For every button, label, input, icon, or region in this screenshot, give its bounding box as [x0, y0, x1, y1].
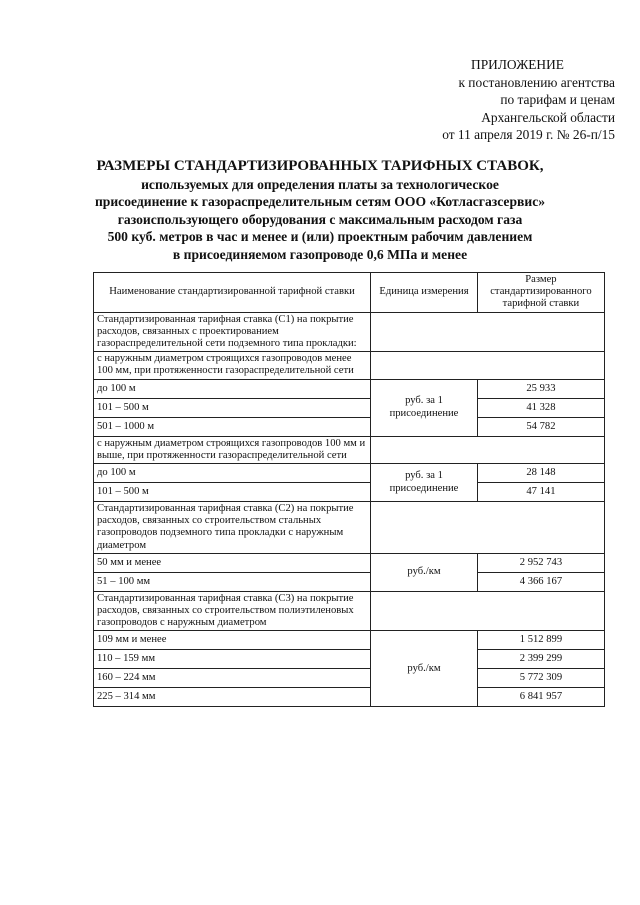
appendix-title: ПРИЛОЖЕНИЕ — [471, 57, 564, 72]
table-row — [94, 436, 605, 463]
row-value: 54 782 — [477, 417, 604, 436]
table-row — [94, 669, 605, 688]
unit-cell: руб. за 1 присоединение — [371, 464, 478, 502]
table-row — [94, 502, 605, 554]
row-value: 2 952 743 — [477, 553, 604, 572]
appendix-block — [380, 56, 615, 144]
header-unit: Единица измерения — [371, 273, 478, 313]
table-row — [94, 379, 605, 398]
row-label: 109 мм и менее — [94, 631, 371, 650]
row-value: 2 399 299 — [477, 650, 604, 669]
c1-group-a-description: с наружным диаметром строящихся газопроводов менее 100 мм, при протяженности газораспределительной сети — [94, 352, 371, 379]
c2-description: Стандартизированная тарифная ставка (С2) на покрытие расходов, связанных со строительством стальных газопроводов подземного типа прокладки с наружным диаметром — [94, 502, 371, 554]
row-value: 5 772 309 — [477, 669, 604, 688]
row-label: 101 – 500 м — [94, 483, 371, 502]
row-value: 6 841 957 — [477, 688, 604, 707]
row-value: 1 512 899 — [477, 631, 604, 650]
row-label: 501 – 1000 м — [94, 417, 371, 436]
table-header-row — [94, 273, 605, 313]
heading-line: присоединение к газораспределительным сетям ООО «Котласгазсервис» — [94, 194, 546, 209]
row-value: 47 141 — [477, 483, 604, 502]
appendix-line: от 11 апреля 2019 г. № 26-п/15 — [442, 127, 615, 142]
row-label: 101 – 500 м — [94, 398, 371, 417]
header-size: Размер стандартизированного тарифной ставки — [477, 273, 604, 313]
document-heading — [30, 158, 610, 263]
appendix-line: по тарифам и ценам — [500, 92, 615, 107]
table-row — [94, 591, 605, 631]
document-title: РАЗМЕРЫ СТАНДАРТИЗИРОВАННЫХ ТАРИФНЫХ СТАВОК, — [96, 158, 544, 174]
c3-description: Стандартизированная тарифная ставка (С3) на покрытие расходов, связанных со строительством полиэтиленовых газопроводов с наружным диаметром — [94, 591, 371, 631]
table-row — [94, 398, 605, 417]
appendix-line: к постановлению агентства — [458, 74, 615, 90]
empty-cell — [371, 591, 605, 631]
row-value: 4 366 167 — [477, 572, 604, 591]
row-label: 50 мм и менее — [94, 553, 371, 572]
appendix-line: Архангельской области — [481, 109, 615, 125]
row-label: 51 – 100 мм — [94, 572, 371, 591]
heading-line: в присоединяемом газопроводе 0,6 МПа и менее — [172, 246, 468, 262]
table-row — [94, 553, 605, 572]
table-row — [94, 464, 605, 483]
table-row — [94, 483, 605, 502]
empty-cell — [371, 436, 605, 463]
heading-line: газоиспользующего оборудования с максимальным расходом газа — [117, 211, 523, 227]
c1-group-b-description: с наружным диаметром строящихся газопроводов 100 мм и выше, при протяженности газораспределительной сети — [94, 436, 371, 463]
unit-cell: руб. за 1 присоединение — [371, 379, 478, 436]
c1-description: Стандартизированная тарифная ставка (С1) на покрытие расходов, связанных с проектированием газораспределительной сети подземного типа прокладки: — [94, 312, 371, 352]
unit-cell: руб./км — [371, 631, 478, 707]
heading-line: 500 куб. метров в час и менее и (или) проектным рабочим давлением — [107, 229, 533, 244]
table-row — [94, 631, 605, 650]
header-name: Наименование стандартизированной тарифной ставки — [94, 273, 371, 313]
row-label: 225 – 314 мм — [94, 688, 371, 707]
table-row — [94, 572, 605, 591]
row-label: до 100 м — [94, 464, 371, 483]
tariff-table — [93, 272, 605, 707]
row-value: 28 148 — [477, 464, 604, 483]
row-value: 41 328 — [477, 398, 604, 417]
table-row — [94, 688, 605, 707]
row-label: 160 – 224 мм — [94, 669, 371, 688]
row-label: 110 – 159 мм — [94, 650, 371, 669]
table-row — [94, 312, 605, 352]
empty-cell — [371, 502, 605, 554]
row-label: до 100 м — [94, 379, 371, 398]
table-row — [94, 352, 605, 379]
unit-cell: руб./км — [371, 553, 478, 591]
heading-line: используемых для определения платы за технологическое — [141, 176, 499, 192]
row-value: 25 933 — [477, 379, 604, 398]
empty-cell — [371, 312, 605, 352]
table-row — [94, 417, 605, 436]
table-row — [94, 650, 605, 669]
empty-cell — [371, 352, 605, 379]
